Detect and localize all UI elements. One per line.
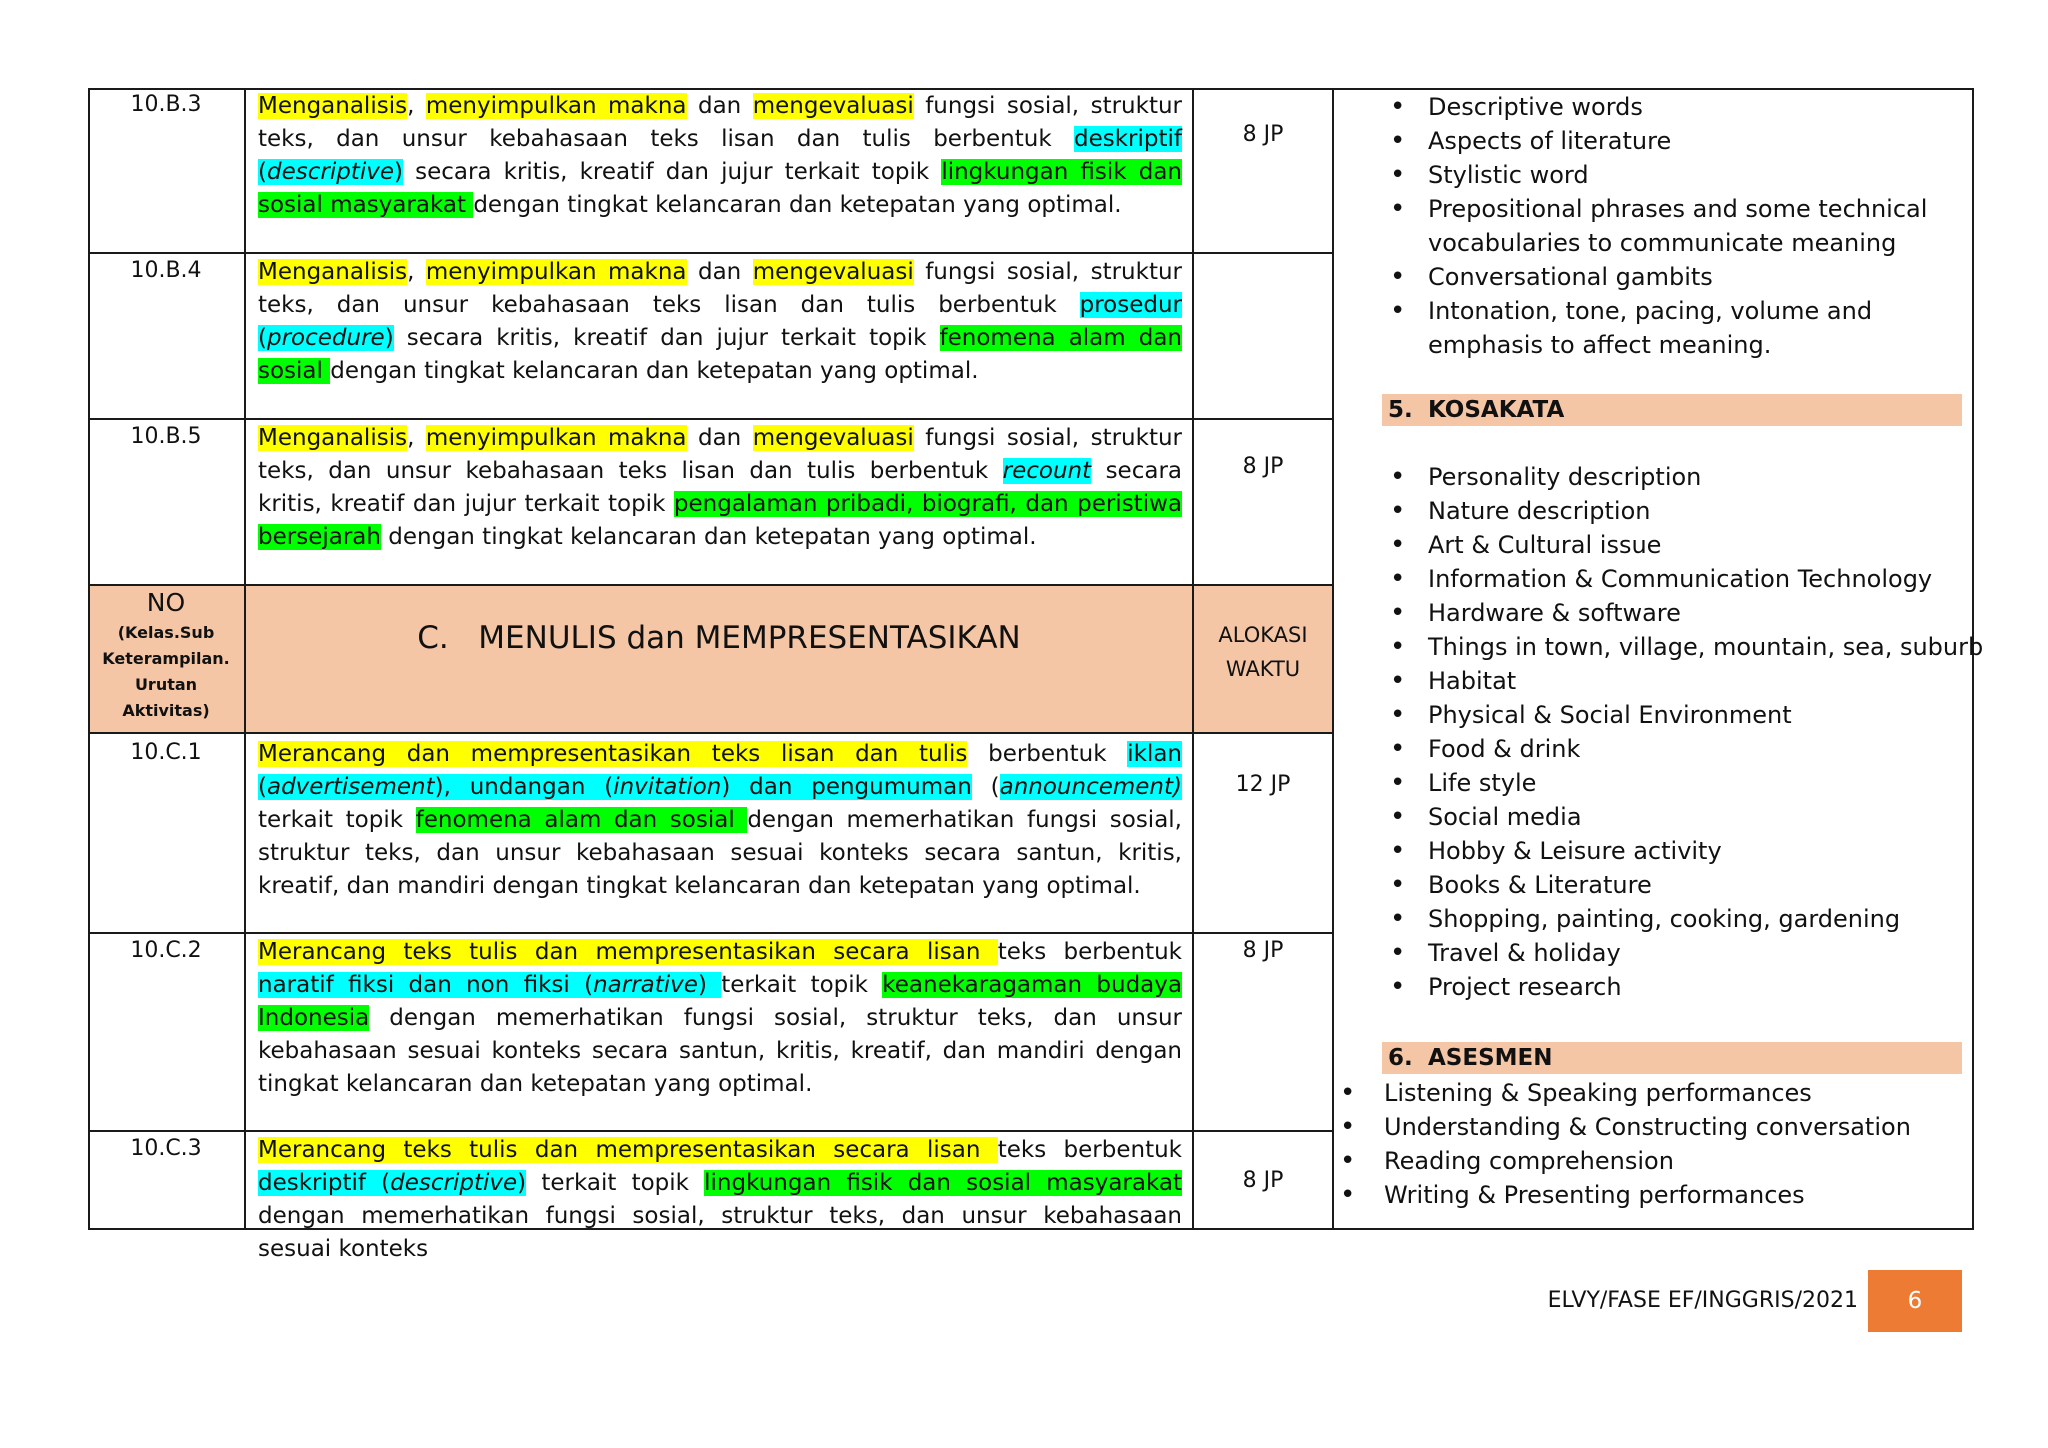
row-hours: 8 JP <box>1242 938 1284 963</box>
text-run: secara kritis, kreatif dan jujur terkait topik <box>258 458 1182 517</box>
list-item: • Personality description <box>1390 460 1988 494</box>
kosakata-number: 5. <box>1388 397 1413 423</box>
language-features-list <box>1390 90 1988 362</box>
text-run: dan <box>686 259 753 285</box>
table-divider <box>244 88 246 1230</box>
row-code: 10.C.3 <box>130 1136 202 1161</box>
asesmen-list <box>1340 1076 1911 1212</box>
list-item: • Travel & holiday <box>1390 936 1988 970</box>
text-run: , <box>407 93 426 119</box>
row-description <box>258 1134 1183 1262</box>
highlighted-text: ) <box>697 972 722 998</box>
highlighted-text: invitation <box>613 774 722 800</box>
header-allocation-line: WAKTU <box>1225 657 1301 681</box>
text-run: dengan memerhatikan fungsi sosial, struktur teks, dan unsur kebahasaan sesuai konteks secara santun, kritis, kreatif, dan mandiri dengan tingkat kelancaran dan ketepatan yang optimal. <box>258 1005 1182 1097</box>
text-run: , <box>407 259 426 285</box>
text-run: dengan tingkat kelancaran dan ketepatan yang optimal. <box>380 524 1037 550</box>
text-run: teks berbentuk <box>997 939 1182 965</box>
list-item: • Things in town, village, mountain, sea, suburb <box>1390 630 1988 664</box>
highlighted-text: deskriptif ( <box>258 126 1182 185</box>
page-number-badge: 6 <box>1868 1270 1962 1332</box>
list-item: • Information & Communication Technology <box>1390 562 1988 596</box>
list-item: • Intonation, tone, pacing, volume and emphasis to affect meaning. <box>1390 294 1988 362</box>
highlighted-text: announcement) <box>999 774 1182 800</box>
list-item: • Descriptive words <box>1390 90 1988 124</box>
highlighted-text: deskriptif ( <box>258 1170 391 1196</box>
list-item: • Physical & Social Environment <box>1390 698 1988 732</box>
list-item: • Prepositional phrases and some technical vocabularies to communicate meaning <box>1390 192 1988 260</box>
row-description <box>258 256 1182 388</box>
row-description <box>258 422 1182 554</box>
table-row-divider <box>88 1130 1334 1132</box>
header-no-sub: Urutan <box>134 675 198 694</box>
text-run: dan <box>686 93 753 119</box>
kosakata-list <box>1390 460 1988 1004</box>
text-run: secara kritis, kreatif dan jujur terkait topik <box>393 325 940 351</box>
list-item: • Conversational gambits <box>1390 260 1988 294</box>
row-code: 10.B.5 <box>130 424 202 449</box>
header-no <box>88 586 244 724</box>
row-hours: 12 JP <box>1235 772 1291 797</box>
row-hours: 8 JP <box>1242 122 1284 147</box>
highlighted-text: menyimpulkan makna <box>425 93 687 119</box>
highlighted-text: descriptive <box>390 1170 518 1196</box>
list-item: • Reading comprehension <box>1340 1144 1911 1178</box>
highlighted-text: ) <box>517 1170 527 1196</box>
table-row-divider <box>88 932 1334 934</box>
text-run: teks berbentuk <box>997 1137 1182 1163</box>
asesmen-title: ASESMEN <box>1428 1045 1553 1071</box>
list-item: • Writing & Presenting performances <box>1340 1178 1911 1212</box>
list-item: • Project research <box>1390 970 1988 1004</box>
highlighted-text: naratif fiksi dan non fiksi ( <box>258 972 594 998</box>
list-item: • Listening & Speaking performances <box>1340 1076 1911 1110</box>
list-item: • Nature description <box>1390 494 1988 528</box>
highlighted-text: mengevaluasi <box>752 259 914 285</box>
table-row-divider <box>88 252 1334 254</box>
header-no-sub: Aktivitas) <box>122 701 210 720</box>
list-item: • Shopping, painting, cooking, gardening <box>1390 902 1988 936</box>
kosakata-heading <box>1382 394 1962 426</box>
row-hours: 8 JP <box>1242 454 1284 479</box>
text-run: dengan memerhatikan fungsi sosial, struktur teks, dan unsur kebahasaan sesuai konteks <box>258 1203 1182 1262</box>
list-item: • Social media <box>1390 800 1988 834</box>
list-item: • Life style <box>1390 766 1988 800</box>
highlighted-text: Menganalisis <box>258 93 408 119</box>
highlighted-text: Menganalisis <box>258 425 408 451</box>
row-description <box>258 90 1182 222</box>
highlighted-text: fenomena alam dan sosial <box>415 807 748 833</box>
highlighted-text: lingkungan fisik dan sosial masyarakat <box>704 1170 1183 1196</box>
highlighted-text: menyimpulkan makna <box>425 259 687 285</box>
header-no-sub: Keterampilan. <box>102 649 230 668</box>
highlighted-text: ), undangan ( <box>434 774 614 800</box>
text-run: berbentuk <box>967 741 1128 767</box>
list-item: • Books & Literature <box>1390 868 1988 902</box>
list-item: • Hardware & software <box>1390 596 1988 630</box>
highlighted-text: mengevaluasi <box>752 425 914 451</box>
list-item: • Stylistic word <box>1390 158 1988 192</box>
row-hours: 8 JP <box>1242 1168 1284 1193</box>
text-run: terkait topik <box>258 807 416 833</box>
highlighted-text: fenomena alam dan sosial <box>258 325 1182 384</box>
row-code: 10.B.3 <box>130 92 202 117</box>
table-row-divider <box>88 584 1334 586</box>
highlighted-text: lingkungan fisik dan sosial masyarakat <box>258 159 1182 218</box>
row-code: 10.C.1 <box>130 740 202 765</box>
highlighted-text: prosedur ( <box>258 292 1182 351</box>
header-no-sub: (Kelas.Sub <box>117 623 215 642</box>
highlighted-text: procedure <box>266 325 385 351</box>
highlighted-text: ) <box>393 159 403 185</box>
text-run: terkait topik <box>526 1170 705 1196</box>
highlighted-text: Menganalisis <box>258 259 408 285</box>
text-run: secara kritis, kreatif dan jujur terkait topik <box>402 159 942 185</box>
asesmen-heading <box>1382 1042 1962 1074</box>
highlighted-text: descriptive <box>266 159 394 185</box>
list-item: • Food & drink <box>1390 732 1988 766</box>
text-run: ( <box>971 774 1000 800</box>
row-description <box>258 738 1182 903</box>
kosakata-title: KOSAKATA <box>1428 397 1565 423</box>
highlighted-text: Merancang dan mempresentasikan teks lisan dan tulis <box>258 741 968 767</box>
highlighted-text: mengevaluasi <box>752 93 914 119</box>
text-run: fungsi sosial, struktur teks, dan unsur kebahasaan teks lisan dan tulis berbentuk <box>258 259 1182 318</box>
list-item: • Habitat <box>1390 664 1988 698</box>
text-run: dengan memerhatikan fungsi sosial, struktur teks, dan unsur kebahasaan sesuai konteks secara santun, kritis, kreatif, dan mandiri dengan tingkat kelancaran dan ketepatan yang optimal. <box>258 807 1182 899</box>
highlighted-text: narrative <box>593 972 698 998</box>
table-row-divider <box>88 732 1334 734</box>
header-no-label: NO <box>146 588 186 617</box>
highlighted-text: Merancang teks tulis dan mempresentasikan secara lisan <box>258 939 998 965</box>
highlighted-text: Merancang teks tulis dan mempresentasikan secara lisan <box>258 1137 998 1163</box>
list-item: • Understanding & Constructing conversation <box>1340 1110 1911 1144</box>
highlighted-text: keanekaragaman budaya Indonesia <box>258 972 1182 1031</box>
list-item: • Aspects of literature <box>1390 124 1988 158</box>
header-allocation-line: ALOKASI <box>1218 623 1308 647</box>
text-run: terkait topik <box>721 972 883 998</box>
highlighted-text: ) dan pengumuman <box>721 774 972 800</box>
row-code: 10.B.4 <box>130 258 202 283</box>
text-run: fungsi sosial, struktur teks, dan unsur kebahasaan teks lisan dan tulis berbentuk <box>258 93 1182 152</box>
asesmen-number: 6. <box>1388 1045 1413 1071</box>
text-run: dan <box>686 425 753 451</box>
row-description <box>258 936 1182 1101</box>
text-run: dengan tingkat kelancaran dan ketepatan yang optimal. <box>330 358 979 384</box>
header-allocation <box>1194 618 1332 686</box>
highlighted-text: menyimpulkan makna <box>425 425 687 451</box>
highlighted-text: pengalaman pribadi, biografi, dan peristiwa bersejarah <box>258 491 1182 550</box>
text-run: , <box>407 425 426 451</box>
table-divider <box>1332 88 1334 1230</box>
text-run: dengan tingkat kelancaran dan ketepatan yang optimal. <box>473 192 1122 218</box>
section-title: C. MENULIS dan MEMPRESENTASIKAN <box>417 620 1021 656</box>
highlighted-text: ) <box>384 325 394 351</box>
highlighted-text: iklan ( <box>258 741 1183 800</box>
list-item: • Art & Cultural issue <box>1390 528 1988 562</box>
highlighted-text: advertisement <box>266 774 435 800</box>
row-code: 10.C.2 <box>130 938 202 963</box>
list-item: • Hobby & Leisure activity <box>1390 834 1988 868</box>
table-row-divider <box>88 418 1334 420</box>
text-run: fungsi sosial, struktur teks, dan unsur kebahasaan teks lisan dan tulis berbentuk <box>258 425 1182 484</box>
footer-label: ELVY/FASE EF/INGGRIS/2021 <box>1547 1288 1858 1313</box>
highlighted-text: recount <box>1002 458 1092 484</box>
